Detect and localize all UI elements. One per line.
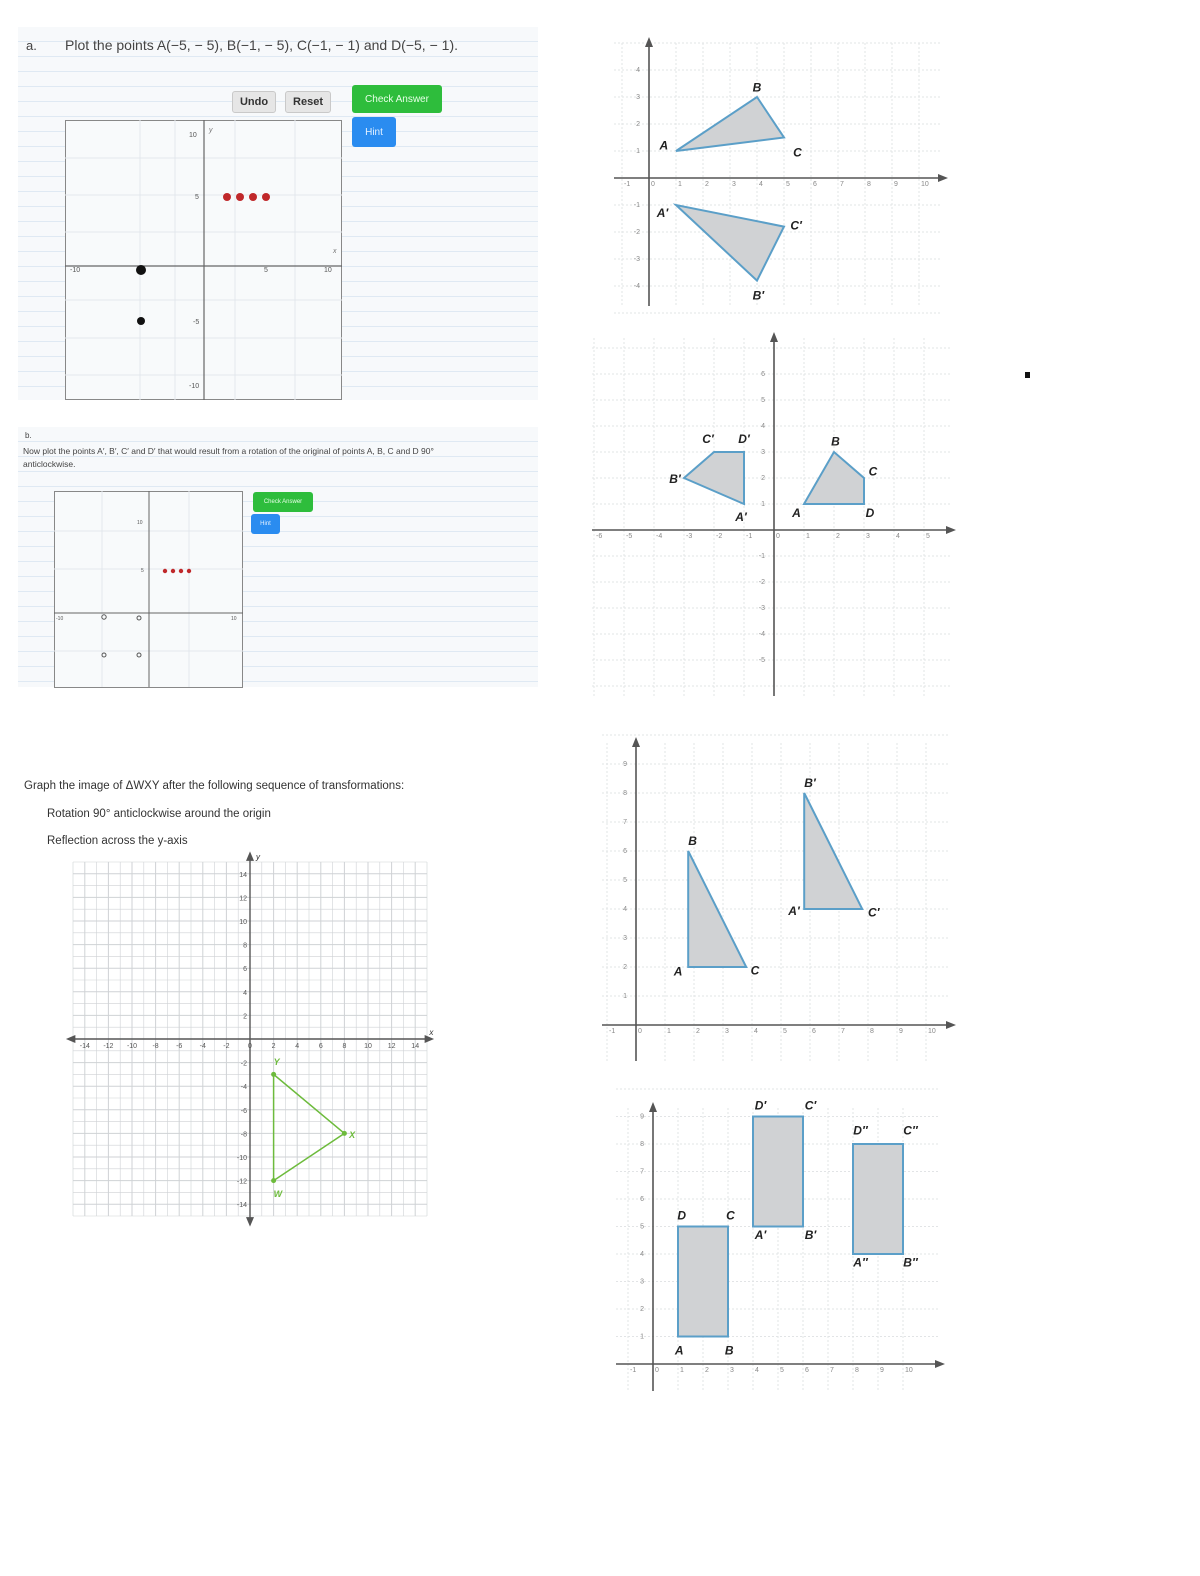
- y-tick-label: 1: [640, 1333, 644, 1341]
- vertex-label: A: [673, 964, 683, 979]
- y-tick-label: 3: [623, 935, 627, 942]
- x-tick-label: 8: [342, 1043, 347, 1050]
- x-tick-label: 8: [870, 1028, 874, 1035]
- x-tick-label: 5: [786, 181, 790, 188]
- tick-x-neg10: -10: [70, 267, 81, 274]
- x-tick-label: -1: [609, 1028, 616, 1035]
- y-axis-arrow: [246, 851, 254, 860]
- y-tick-label: 5: [761, 397, 765, 404]
- rectangle-image-2: [853, 1144, 903, 1254]
- vertex-label: C: [726, 1208, 735, 1223]
- x-tick-label: 8: [855, 1367, 859, 1374]
- x-tick-label: 10: [928, 1028, 936, 1035]
- example-graph-1: [610, 35, 950, 310]
- x-tick-label: 4: [759, 181, 763, 188]
- example-graph-3: [598, 735, 958, 1065]
- tick-x-neg10: -10: [56, 616, 64, 622]
- x-tick-label: 9: [880, 1367, 884, 1374]
- part-c-step-1: Rotation 90° anticlockwise around the origin: [47, 808, 271, 820]
- triangle-abc: [688, 851, 746, 967]
- y-tick-label: 2: [636, 121, 640, 128]
- x-tick-label: 4: [295, 1043, 300, 1050]
- x-tick-label: 2: [705, 181, 709, 188]
- y-tick-label: 8: [623, 790, 627, 797]
- quadrilateral-image: [684, 452, 744, 504]
- vertex-label: A′: [788, 903, 800, 918]
- y-tick-label: 3: [636, 94, 640, 101]
- y-tick-label: 1: [636, 148, 640, 155]
- x-tick-label: 5: [926, 533, 930, 540]
- y-tick-label: 1: [761, 501, 765, 508]
- example-graph-2: [588, 330, 958, 700]
- vertex-label: A: [792, 506, 801, 520]
- vertex-label: D: [677, 1208, 687, 1223]
- y-tick-label: 4: [640, 1251, 644, 1258]
- plotted-point[interactable]: [223, 193, 231, 201]
- x-tick-label: 14: [411, 1043, 420, 1050]
- y-tick-label: 4: [243, 989, 247, 997]
- vertex-label: D″: [853, 1123, 868, 1138]
- x-tick-label: 1: [678, 181, 682, 188]
- y-tick-label: 7: [640, 1168, 644, 1176]
- y-tick-label: -10: [236, 1155, 247, 1162]
- vertex-point[interactable]: [271, 1072, 276, 1077]
- plotted-point[interactable]: [236, 193, 244, 201]
- y-tick-label: -1: [758, 553, 765, 560]
- y-tick-label: -2: [633, 229, 640, 236]
- vertex-label: A′: [656, 206, 669, 221]
- x-tick-label: 7: [840, 181, 844, 188]
- part-b-prompt-line-1: Now plot the points A′, B′, C′ and D′ that would result from a rotation of the original of points A, B, C and D 90°: [23, 446, 434, 456]
- part-b-graph[interactable]: [54, 491, 243, 687]
- part-b-letter: b.: [25, 431, 32, 440]
- vertex-label: B: [831, 434, 840, 449]
- y-tick-label: 12: [239, 895, 247, 903]
- y-tick-label: -5: [758, 657, 765, 664]
- y-tick-label: -2: [240, 1060, 247, 1068]
- x-tick-label: 7: [841, 1028, 845, 1035]
- y-tick-label: -12: [236, 1178, 247, 1186]
- x-tick-label: 2: [705, 1367, 709, 1374]
- x-tick-label: 0: [638, 1028, 642, 1035]
- x-tick-label: 5: [780, 1367, 784, 1374]
- x-axis-arrow: [938, 174, 948, 182]
- part-a-prompt: Plot the points A(−5, − 5), B(−1, − 5), C(−1, − 1) and D(−5, − 1).: [65, 37, 458, 53]
- x-tick-label: 0: [776, 533, 780, 540]
- triangle-abc: [676, 97, 784, 151]
- y-tick-label: -2: [758, 579, 765, 586]
- y-tick-label: 7: [623, 819, 627, 826]
- x-tick-label: 2: [696, 1028, 700, 1035]
- y-tick-label: 2: [243, 1013, 247, 1021]
- x-axis-arrow: [946, 1021, 956, 1029]
- y-tick-label: 5: [640, 1223, 644, 1231]
- y-axis-arrow: [770, 332, 778, 342]
- x-tick-label: 3: [730, 1367, 734, 1374]
- part-c-step-2: Reflection across the y-axis: [47, 835, 188, 847]
- x-tick-label: -6: [176, 1043, 183, 1050]
- x-tick-label: 4: [754, 1028, 758, 1035]
- x-tick-label: -12: [103, 1043, 114, 1050]
- x-tick-label: 6: [813, 181, 817, 188]
- y-axis-arrow: [645, 37, 653, 47]
- x-tick-label: 10: [364, 1043, 372, 1050]
- vertex-label: C: [750, 963, 760, 978]
- example-graph-4: [612, 1100, 947, 1395]
- y-axis-label: y: [209, 127, 213, 134]
- x-axis-label: x: [333, 248, 337, 255]
- y-axis-arrow: [632, 737, 640, 747]
- y-tick-label: 6: [623, 848, 627, 855]
- x-tick-label: -14: [79, 1043, 90, 1050]
- x-tick-label: 3: [732, 181, 736, 188]
- vertex-label: C′: [868, 905, 880, 920]
- x-tick-label: 2: [836, 533, 840, 540]
- vertex-label: C′: [804, 1098, 817, 1113]
- x-tick-label: -4: [656, 533, 663, 540]
- y-tick-label: 2: [623, 964, 627, 971]
- x-tick-label: 10: [905, 1367, 913, 1374]
- vertex-label: A: [674, 1343, 684, 1358]
- y-tick-label: 6: [640, 1196, 644, 1203]
- x-tick-label: -5: [626, 533, 633, 540]
- plotted-point[interactable]: [136, 265, 146, 275]
- vertex-label-x: X: [349, 1130, 356, 1141]
- tick-y-10: 10: [137, 520, 143, 526]
- vertex-label: B: [724, 1343, 734, 1358]
- rectangle-abcd: [678, 1227, 728, 1337]
- rectangle-image-1: [753, 1117, 803, 1227]
- x-axis-arrow: [946, 526, 956, 534]
- y-tick-label: -3: [758, 605, 765, 612]
- tick-y-neg10: -10: [189, 383, 200, 390]
- y-axis-arrow: [649, 1102, 657, 1112]
- x-tick-label: 8: [867, 181, 871, 188]
- x-tick-label: 12: [387, 1043, 396, 1050]
- part-c-panel: [18, 770, 470, 1230]
- x-tick-label: 1: [680, 1367, 684, 1374]
- plotted-point[interactable]: [171, 569, 175, 573]
- y-tick-label: -6: [240, 1107, 247, 1115]
- x-tick-label: 9: [899, 1028, 903, 1035]
- y-tick-label: -4: [633, 283, 640, 290]
- part-a-panel: [18, 27, 538, 400]
- y-tick-label: 1: [623, 993, 627, 1000]
- x-tick-label: 10: [921, 181, 929, 188]
- x-tick-label: 3: [725, 1028, 729, 1035]
- y-tick-label: -4: [758, 631, 765, 638]
- x-tick-label: -2: [716, 533, 723, 540]
- y-tick-label: 4: [761, 423, 765, 430]
- undo-button[interactable]: Undo: [232, 91, 276, 113]
- x-tick-label: -2: [223, 1043, 230, 1050]
- vertex-label: A′: [735, 509, 747, 524]
- y-tick-label: -3: [633, 256, 640, 263]
- part-a-letter: a.: [26, 38, 37, 53]
- x-tick-label: -3: [686, 533, 693, 540]
- y-axis-arrow-down: [246, 1217, 254, 1226]
- y-tick-label: 3: [640, 1278, 644, 1286]
- x-tick-label: 0: [651, 181, 655, 188]
- y-tick-label: 4: [636, 67, 640, 74]
- check-answer-button[interactable]: Check Answer: [253, 492, 313, 512]
- tick-x-5: 5: [264, 267, 268, 274]
- x-tick-label: 3: [866, 533, 870, 540]
- vertex-label-w: W: [273, 1189, 283, 1200]
- vertex-label: B′: [669, 472, 681, 487]
- x-tick-label: 6: [318, 1043, 323, 1050]
- part-c-graph[interactable]: [46, 852, 446, 1232]
- hint-button[interactable]: Hint: [251, 514, 280, 534]
- x-tick-label: 4: [755, 1367, 759, 1374]
- x-tick-label: 5: [783, 1028, 787, 1035]
- x-tick-label: 9: [894, 181, 898, 188]
- y-axis-label: y: [256, 852, 260, 862]
- x-tick-label: -6: [596, 533, 603, 540]
- vertex-label: C′: [790, 218, 802, 233]
- triangle-image: [804, 793, 862, 909]
- x-tick-label: -1: [630, 1367, 637, 1374]
- y-tick-label: 4: [623, 906, 627, 913]
- triangle-image: [676, 205, 784, 281]
- plotted-point[interactable]: [187, 569, 191, 573]
- y-tick-label: 9: [623, 761, 627, 768]
- plotted-point[interactable]: [179, 569, 183, 573]
- x-tick-label: -8: [152, 1043, 159, 1050]
- x-tick-label: 1: [806, 533, 810, 540]
- x-tick-label: -10: [126, 1043, 138, 1050]
- vertex-label-y: Y: [273, 1056, 280, 1067]
- x-tick-label: -4: [199, 1043, 206, 1050]
- part-c-title: Graph the image of ΔWXY after the following sequence of transformations:: [24, 780, 405, 792]
- part-b-prompt-line-2: anticlockwise.: [23, 459, 76, 469]
- vertex-label: A′: [754, 1227, 767, 1242]
- y-tick-label: 10: [239, 919, 247, 926]
- x-tick-label: 6: [805, 1367, 809, 1374]
- vertex-label: C: [868, 464, 878, 479]
- y-tick-label: 8: [640, 1141, 644, 1148]
- vertex-label: A: [659, 138, 669, 153]
- reset-button[interactable]: Reset: [285, 91, 331, 113]
- y-tick-label: -4: [240, 1084, 247, 1092]
- y-tick-label: 8: [243, 942, 247, 950]
- tick-y-neg5: -5: [193, 319, 200, 326]
- x-tick-label: 1: [667, 1028, 671, 1035]
- y-tick-label: 9: [640, 1113, 644, 1121]
- vertex-label: B″: [903, 1255, 918, 1270]
- y-tick-label: -14: [236, 1202, 247, 1210]
- vertex-point[interactable]: [342, 1131, 347, 1136]
- vertex-label: D: [865, 506, 875, 520]
- plotted-point[interactable]: [137, 317, 145, 325]
- plotted-point[interactable]: [249, 193, 257, 201]
- x-tick-label: 6: [812, 1028, 816, 1035]
- part-a-graph[interactable]: [65, 120, 342, 400]
- tick-y-5: 5: [141, 568, 144, 574]
- tick-y-5: 5: [195, 194, 199, 201]
- y-tick-label: 2: [640, 1306, 644, 1313]
- x-tick-label: 7: [830, 1367, 834, 1374]
- x-tick-label: 2: [271, 1043, 276, 1050]
- vertex-label: D′: [738, 431, 750, 446]
- x-axis-label: x: [429, 1028, 434, 1037]
- x-tick-label: 0: [248, 1043, 252, 1050]
- vertex-label: B: [752, 80, 762, 95]
- y-tick-label: 14: [239, 871, 247, 879]
- plotted-point[interactable]: [262, 193, 270, 201]
- part-b-panel: [18, 427, 538, 687]
- vertex-label: D′: [754, 1098, 767, 1113]
- y-tick-label: 5: [623, 877, 627, 884]
- x-axis-arrow-left: [66, 1035, 75, 1043]
- vertex-label: B′: [804, 776, 816, 791]
- x-tick-label: 4: [896, 533, 900, 540]
- y-tick-label: -1: [633, 202, 640, 209]
- x-axis-arrow: [935, 1360, 945, 1368]
- check-answer-button[interactable]: Check Answer: [352, 85, 442, 113]
- vertex-label: C′: [702, 431, 714, 446]
- x-tick-label: 0: [655, 1367, 659, 1374]
- tick-x-10: 10: [231, 616, 237, 622]
- vertex-point[interactable]: [271, 1178, 276, 1183]
- plotted-point[interactable]: [163, 569, 167, 573]
- vertex-label: B: [688, 834, 697, 849]
- vertex-label: A″: [853, 1255, 868, 1270]
- vertex-label: C: [793, 145, 802, 160]
- y-tick-label: 2: [761, 475, 765, 482]
- y-tick-label: 6: [761, 371, 765, 378]
- vertex-label: B′: [804, 1227, 817, 1242]
- stray-dot: [1025, 372, 1030, 378]
- y-tick-label: 6: [243, 966, 247, 974]
- vertex-label: C″: [903, 1123, 918, 1138]
- x-tick-label: -1: [624, 181, 631, 188]
- tick-y-10: 10: [189, 132, 197, 139]
- y-tick-label: 3: [761, 449, 765, 456]
- x-tick-label: -1: [746, 533, 753, 540]
- y-tick-label: -8: [240, 1131, 247, 1139]
- vertex-label: B′: [752, 288, 765, 303]
- hint-button[interactable]: Hint: [352, 117, 396, 147]
- tick-x-10: 10: [324, 267, 332, 274]
